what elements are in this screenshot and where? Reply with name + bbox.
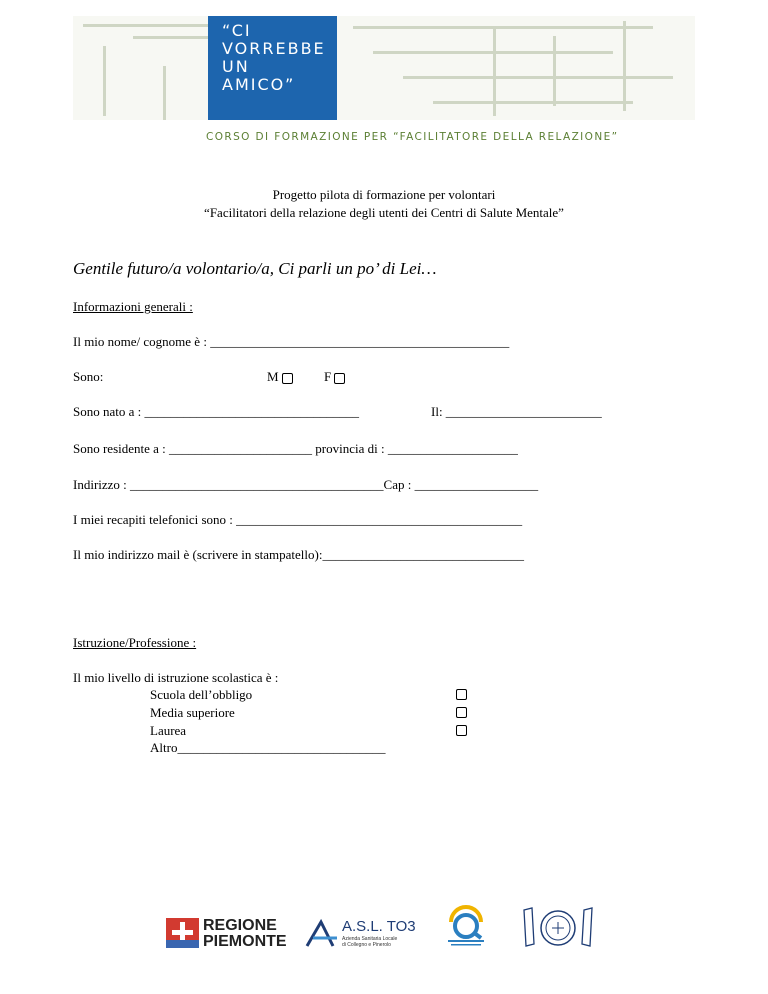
education-checkbox-1[interactable]: [456, 689, 467, 700]
education-checkbox-2[interactable]: [456, 707, 467, 718]
sex-option-f[interactable]: [324, 369, 345, 385]
section-general-heading: Informazioni generali :: [73, 299, 193, 314]
banner-title: “CI VORREBBE UN AMICO”: [208, 16, 337, 120]
association-logo-icon: [443, 900, 489, 953]
education-option-other[interactable]: Altro________________________________: [150, 740, 386, 755]
asl-logo-icon: [303, 918, 343, 955]
greeting-heading: Gentile futuro/a volontario/a, Ci parli un po’ di Lei…: [73, 259, 437, 278]
header-banner: [73, 16, 695, 120]
asl-logo-sub2: di Collegno e Pinerolo: [342, 942, 391, 948]
education-option-3: Laurea: [150, 723, 187, 738]
education-option-1: Scuola dell’obbligo: [150, 687, 253, 702]
sex-option-m[interactable]: [267, 369, 293, 385]
address-field[interactable]: Indirizzo : _______________________________________Cap : ___________________: [73, 477, 539, 492]
name-field[interactable]: Il mio nome/ cognome è : ______________________________________________: [73, 334, 510, 349]
sex-label: Sono:: [73, 369, 104, 384]
birthdate-field[interactable]: Il: ________________________: [431, 404, 602, 419]
regione-flag-icon: [166, 918, 199, 948]
birthplace-field[interactable]: Sono nato a : _________________________________: [73, 404, 359, 419]
seal-logo-icon: [520, 904, 596, 955]
residence-field[interactable]: Sono residente a : ______________________ provincia di : ____________________: [73, 441, 518, 456]
education-checkbox-3[interactable]: [456, 725, 467, 736]
regione-logo-line2: PIEMONTE: [203, 933, 287, 950]
phone-field[interactable]: I miei recapiti telefonici sono : ____________________________________________: [73, 512, 523, 527]
education-option-2: Media superiore: [150, 705, 235, 720]
sex-m-label: M: [267, 369, 279, 384]
section-education-heading: Istruzione/Professione :: [73, 635, 197, 650]
regione-logo-line1: REGIONE: [203, 917, 277, 934]
sex-f-checkbox[interactable]: [334, 373, 345, 384]
email-field[interactable]: Il mio indirizzo mail è (scrivere in stampatello):_______________________________: [73, 547, 524, 562]
sex-f-label: F: [324, 369, 332, 384]
intro-line-1: Progetto pilota di formazione per volontari: [272, 187, 496, 202]
course-title: CORSO DI FORMAZIONE PER “FACILITATORE DELLA RELAZIONE”: [206, 131, 619, 143]
asl-logo-name: A.S.L. TO3: [342, 918, 416, 935]
education-question: Il mio livello di istruzione scolastica è :: [73, 670, 279, 685]
sex-m-checkbox[interactable]: [282, 373, 293, 384]
asl-logo-sub1: Azienda Sanitaria Locale: [342, 936, 398, 942]
intro-line-2: “Facilitatori della relazione degli utenti dei Centri di Salute Mentale”: [204, 205, 564, 220]
